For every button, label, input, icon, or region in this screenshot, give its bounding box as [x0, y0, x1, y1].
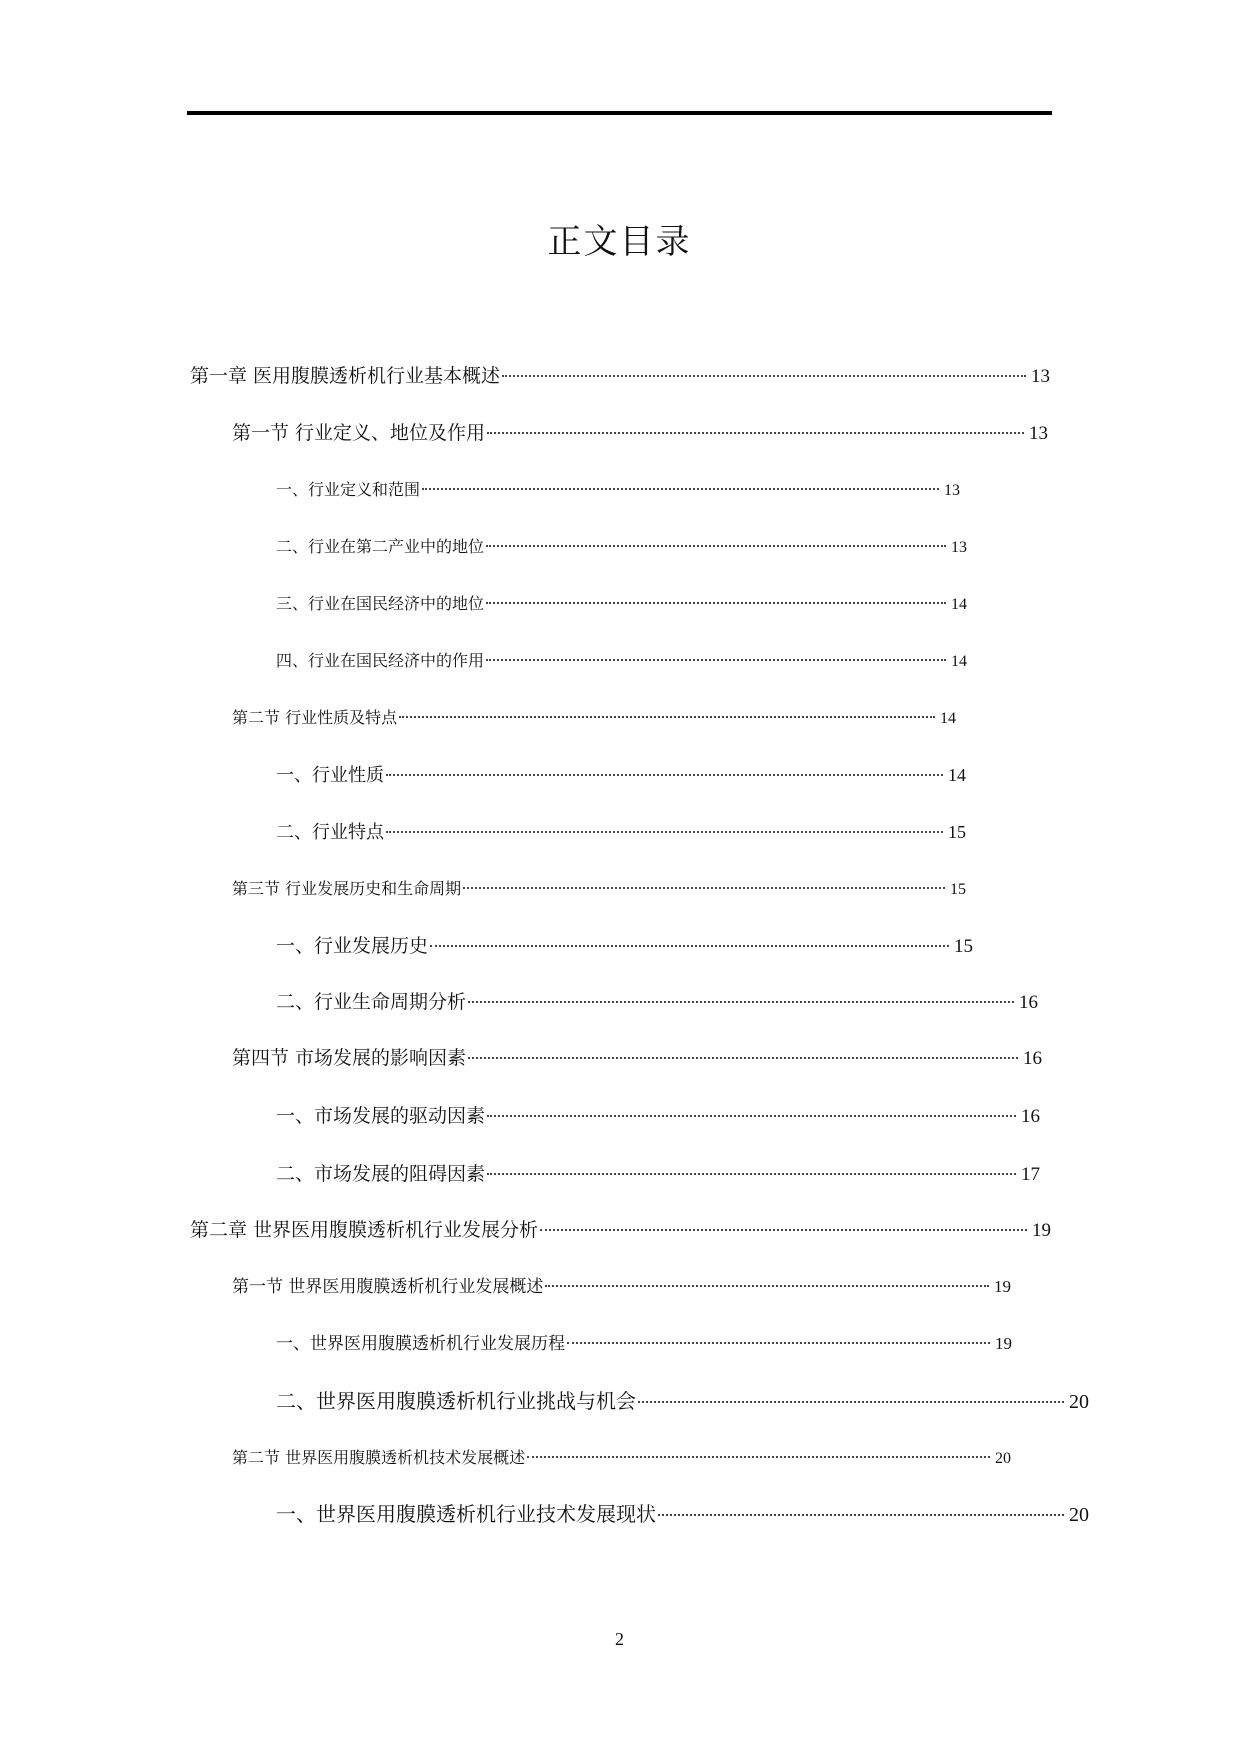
toc-leader	[487, 1114, 1016, 1117]
toc-entry-label: 二、市场发展的阻碍因素	[276, 1163, 486, 1185]
toc-entry[interactable]	[232, 706, 956, 730]
toc-entry-label: 四、行业在国民经济中的作用	[276, 651, 485, 670]
toc-leader	[527, 1455, 990, 1458]
toc-entry-label: 二、行业在第二产业中的地位	[276, 537, 485, 556]
toc-leader	[422, 487, 939, 490]
toc-leader	[430, 944, 949, 947]
toc-entry-page: 13	[1029, 423, 1048, 444]
toc-entry[interactable]	[276, 478, 960, 502]
toc-entry[interactable]	[276, 990, 1038, 1014]
toc-entry-page: 20	[995, 1450, 1011, 1467]
toc-leader	[487, 431, 1024, 434]
toc-entry[interactable]	[276, 1389, 1089, 1413]
toc-entry-page: 14	[951, 653, 967, 670]
toc-entry-label: 一、行业定义和范围	[276, 480, 421, 499]
toc-entry[interactable]	[190, 364, 1050, 388]
toc-entry-page: 15	[954, 936, 973, 957]
toc-entry[interactable]	[276, 1502, 1089, 1526]
toc-entry-page: 20	[1069, 1504, 1089, 1526]
toc-leader	[540, 1228, 1027, 1231]
toc-entry-page: 14	[948, 765, 966, 785]
toc-entry-label: 第一节 世界医用腹膜透析机行业发展概述	[232, 1277, 544, 1297]
toc-entry-page: 19	[995, 1334, 1012, 1353]
toc-entry[interactable]	[232, 877, 966, 901]
toc-leader	[468, 1000, 1014, 1003]
toc-entry-label: 一、市场发展的驱动因素	[276, 1105, 486, 1127]
toc-entry[interactable]	[232, 1275, 1011, 1299]
toc-entry[interactable]	[276, 535, 967, 559]
page-number: 2	[615, 1629, 624, 1649]
toc-entry-page: 20	[1069, 1391, 1089, 1413]
toc-entry-page: 16	[1021, 1106, 1040, 1127]
toc-entry-label: 一、行业性质	[276, 765, 384, 786]
toc-entry-label: 一、行业发展历史	[276, 935, 429, 957]
toc-entry-label: 第二节 世界医用腹膜透析机技术发展概述	[232, 1448, 526, 1467]
toc-entry[interactable]	[232, 421, 1048, 445]
toc-entry-label: 第一节 行业定义、地位及作用	[232, 422, 486, 444]
toc-entry-page: 13	[951, 539, 967, 556]
toc-entry[interactable]	[232, 1446, 1011, 1470]
toc-entry-label: 二、行业生命周期分析	[276, 991, 467, 1013]
toc-leader	[638, 1400, 1064, 1403]
toc-entry-page: 16	[1019, 992, 1038, 1013]
toc-leader	[487, 1172, 1016, 1175]
toc-entry-page: 14	[951, 596, 967, 613]
toc-entry-page: 14	[940, 710, 956, 727]
toc-entry-label: 一、世界医用腹膜透析机行业技术发展现状	[276, 1502, 656, 1526]
toc-entry-label: 第二节 行业性质及特点	[232, 708, 398, 727]
toc-entry-label: 第二章 世界医用腹膜透析机行业发展分析	[190, 1219, 539, 1241]
toc-leader	[486, 544, 946, 547]
toc-leader	[386, 830, 943, 833]
toc-entry-page: 13	[1031, 366, 1050, 387]
toc-entry[interactable]	[190, 1218, 1051, 1242]
toc-entry[interactable]	[276, 649, 967, 673]
toc-entry-label: 第四节 市场发展的影响因素	[232, 1047, 467, 1069]
toc-entry-label: 三、行业在国民经济中的地位	[276, 594, 485, 613]
toc-entry[interactable]	[276, 592, 967, 616]
toc-entry-page: 16	[1023, 1048, 1042, 1069]
toc-leader	[386, 773, 943, 776]
toc-entry-page: 19	[1032, 1220, 1051, 1241]
toc-entry-label: 二、世界医用腹膜透析机行业挑战与机会	[276, 1389, 636, 1413]
toc-entry[interactable]	[232, 1046, 1042, 1070]
toc-leader	[399, 715, 935, 718]
toc-entry-page: 17	[1021, 1164, 1040, 1185]
toc-entry[interactable]	[276, 820, 966, 844]
toc-entry-page: 15	[948, 822, 966, 842]
toc-entry-label: 第一章 医用腹膜透析机行业基本概述	[190, 365, 501, 387]
toc-entry[interactable]	[276, 1104, 1040, 1128]
toc-leader	[658, 1513, 1064, 1516]
toc-entry-label: 一、世界医用腹膜透析机行业发展历程	[276, 1334, 565, 1354]
toc-leader	[567, 1341, 990, 1344]
toc-leader	[502, 374, 1026, 377]
toc-entry[interactable]	[276, 763, 966, 787]
toc-entry-page: 13	[944, 482, 960, 499]
toc-leader	[463, 886, 945, 889]
toc-entry[interactable]	[276, 934, 973, 958]
toc-entry-page: 15	[950, 881, 966, 898]
toc-entry[interactable]	[276, 1332, 1012, 1356]
toc-entry-page: 19	[994, 1277, 1011, 1296]
toc-leader	[468, 1056, 1018, 1059]
toc-leader	[545, 1284, 989, 1287]
toc-leader	[486, 601, 946, 604]
page-title: 正文目录	[547, 222, 692, 262]
toc-entry[interactable]	[276, 1162, 1040, 1186]
toc-entry-label: 二、行业特点	[276, 822, 384, 843]
toc-leader	[486, 658, 946, 661]
toc-entry-label: 第三节 行业发展历史和生命周期	[232, 879, 462, 898]
